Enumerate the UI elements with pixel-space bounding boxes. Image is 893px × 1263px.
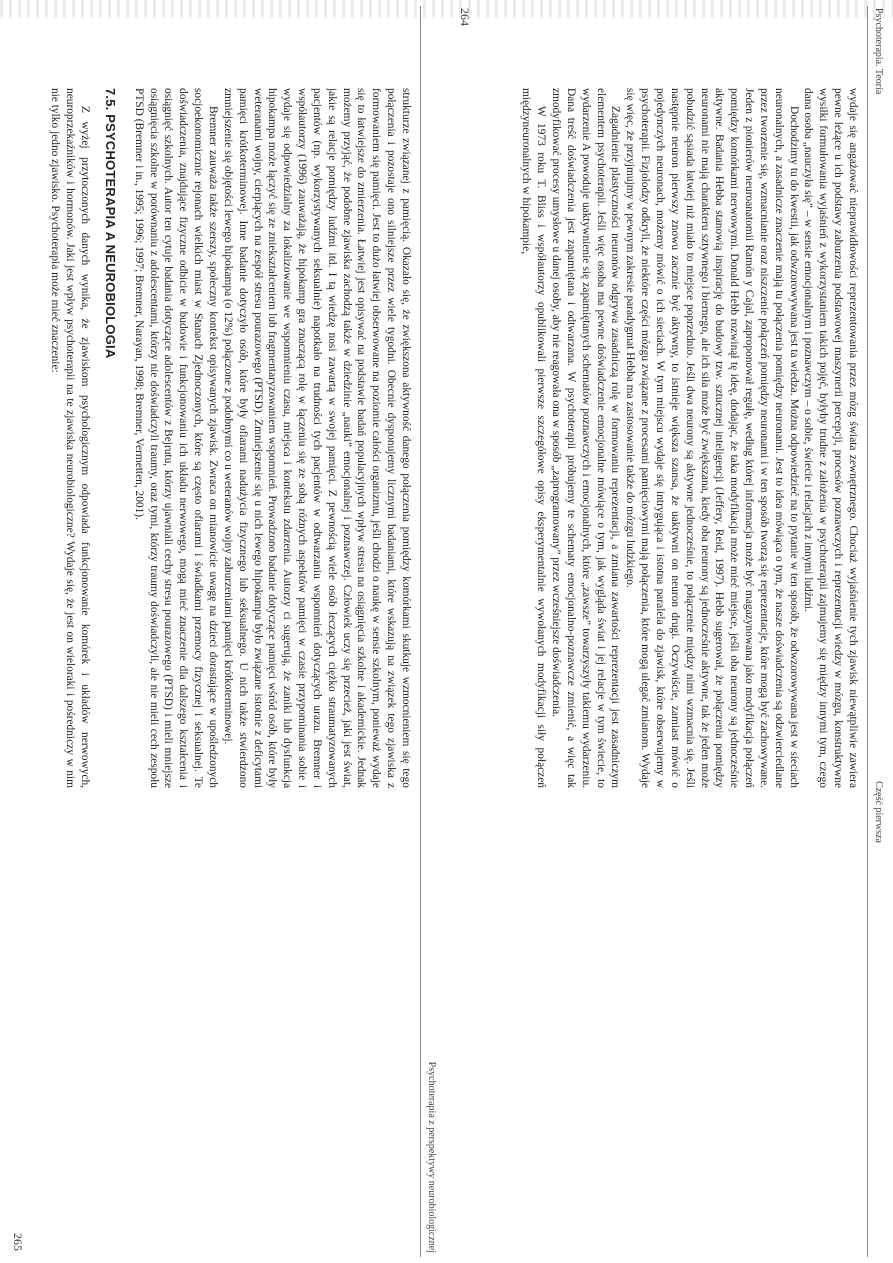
paragraph: wydaje się angażować nieprawidłowości reprezentowania przez mózg świata zewnętrznego. Chociaż wyjaśnienie tych zjawisk niewątpliwie zawiera pewne leżące u ich podstawy zaburzenia podstawowej maszynerii percepcji, procesów poznawczych i reprezentacji wiedzy w mózgu, konstruktywne wysiłki formułowania wyjaśnień z wykorzystaniem takich pojęć, byłyby trudne z założenia w psychoterapii zajmujemy się między innymi tym, czego dana osoba „nauczyła się” – w sensie emocjonalnym i poznawczym – o sobie, świecie i relacjach z innymi ludźmi.: [802, 88, 859, 788]
paragraph: Zagadnienie plastyczności neuronów odgrywa zasadniczą rolę w formowaniu reprezentacji, a zmiana zawartości reprezentacji jest zasadniczym elementem psychoterapii. Jeśli więc osoba ma pewne doświadczenie emocjonalne mówiące o tym, jak wygląda świat i jej relacje w tym świecie, to wydarzenie A powoduje uaktywnienie się zapamiętanych schematów poznawczych i emocjonalnych, które „zawsze” towarzyszyły takiemu wydarzeniu. Dana treść doświadczenia jest zapamiętana i odtwarzana. W psychoterapii próbujemy te schematy emocjonalno-poznawcze zmienić, a więc tak zmodyfikować procesy umysłowe u danej osoby, aby nie reagowała ona w sposób „zaprogramowany” przez wcześniejsze doświadczenia.: [550, 88, 622, 788]
paragraph: strukturze związanej z pamięcią. Okazało się, że zwiększona aktywność danego połączenia pomiędzy komórkami skutkuje wzmocnieniem się tego połączenia i pozostaje ono silniejsze przez wiele tygodni. Obecnie dysponujemy licznymi badaniami, które wskazują na związek tego zjawiska z formowaniem się pamięci. Jest to dużo łatwiej obserwowane na poziomie całości organizmu, jeśli chodzi o naukę w sensie szkolnym, ponieważ wydaje się to łatwiejsze do zmierzenia. Łatwiej jest opisywać na podstawie badań populacyjnych wpływ stresu na osiągnięcia szkolne i akademickie. Jednak możemy przyjąć, że podobne zjawiska zachodzą także w dziedzinie „nauki” emocjonalnej i poznawczej. Człowiek uczy się przecież, jaki jest świat, jakie są relacje pomiędzy ludźmi itd. I tą wiedzę nosi zawartą w swojej pamięci. Z pewnością wiele osób leczących ciężko straumatyzowanych pacjentów (np. wykorzystywanych seksualnie) napotkało na trudności tych pacjentów w odtwarzaniu wspomnień dotyczących urazu. Bremner i współautorzy (1996) zauważają, że hipokamp gra znaczącą rolę w łączeniu się ze sobą różnych aspektów pamięci w czasie przypominania sobie i wydaje się odpowiedzialny za lokalizowanie we wspomnieniu czasu, miejsca i kontekstu zdarzenia. Autorzy ci sugerują, że zaniki lub dysfunkcja hipokampa może łączyć się ze zniekształceniem lub fragmentaryzowaniem wspomnień. Prowadzono badanie dotyczące pamięci wśród osób, które były weteranami wojny, cierpiących na zespół stresu pourazowego (PTSD). Zmniejszenie się u nich lewego hipokampa było związane istotnie z deficytami pamięci krótkoterminowej. Inne badanie dotyczyło osób, które były ofiarami nadużycia fizycznego lub seksualnego. U nich także stwierdzono zmniejszenie się objętości lewego hipokampa (o 12%) połączone z podobnymi co u weteranów wojny zaburzeniami pamięci krótkoterminowej.: [221, 88, 412, 788]
paragraph: W 1973 roku T. Bliss i współautorzy opublikowali pierwsze szczegółowe opisy eksperymentalnie wywołanych modyfikacji siły połączeń międzyneuronalnych w hipokampie,: [520, 88, 548, 788]
header-left: Psychoterapia. Teoria: [873, 8, 884, 95]
header-rule: [420, 6, 421, 1257]
running-head: [423, 0, 437, 1263]
paragraph: Dochodzimy tu do kwestii, jak odwzorowywana jest ta wiedza. Można odpowiedzieć na to pytanie w ten sposób, że odwzorowywana jest w sieciach neuronalnych, a zasadnicze znaczenie mają tu połączenia pomiędzy neuronami. Jest to idea mówiąca o tym, że nasze doświadczenia są odzwierciedlane przez tworzenie się, wzmacnianie oraz niszczenie połączeń pomiędzy neuronami i w ten sposób tworzą się reprezentacje, które mogą być zachowywane. Jeden z pionierów neuroanatomii Ramón y Cajal, zaproponował regułę, według której informacja może być magazynowana jako modyfikacja połączeń pomiędzy komórkami nerwowymi. Donald Hebb rozwinął tę ideę, dodając, że taka modyfikacja może mieć miejsce, jeśli oba neurony są jednocześnie aktywne. Badania Hebba stanowią inspirację do budowy tzw. sztucznej inteligencji (Jeffery, Reid, 1997). Hebb sugerował, że połączenia pomiędzy neuronami nie mają charakteru sztywnego i biernego, ale ich siła może być zwiększana, kiedy oba neurony są jednocześnie aktywne, tak że jeden może pobudzić sąsiada łatwiej niż miało to miejsce poprzednio. Jeśli dwa neurony są aktywne jednocześnie, to połączenie między nimi wzmacnia się. Jeśli następnie neuron pierwszy znowu zacznie być aktywny, to istnieje większa szansa, że uaktywni on neuron drugi. Oczywiście, zamiast mówić o pojedynczych neuronach, możemy mówić o ich sieciach. W tym miejscu wydaje się intrygująca i istotna paralela do zjawisk, które obserwujemy w psychoterapii. Fizjolodzy odkryli, że niektóre części mózgu związane z procesami pamięciowymi mają połączenia, które mogą ulegać zmianom. Wydaje się więc, że przyjmujmy w pewnym zakresie paradygmat Hebba ma zastosowanie także do mózgu ludzkiego.: [624, 88, 800, 788]
page-265: [0, 0, 446, 1263]
paragraph: Bremner zauważa także szerszy, społeczny kontekst opisywanych zjawisk. Zwraca on mianowicie uwagę na dzieci dorastające w upośledzonych socjoekonomicznie rejonach wielkich miast w Stanach Zjednoczonych, które są często ofiarami i świadkami przemocy fizycznej i seksualnej. Te doświadczenia, znajdujące fizyczne odbicie w budowie i funkcjonowaniu ich układu nerwowego, mogą mieć znaczenie dla dalszego kształcenia i osiągnięć szkolnych. Autor ten cytuje badania dotyczące adolescentów z Bejrutu, którzy ujawniali cechy stresu pourazowego (PTSD) i mieli mniejsze osiągnięcia szkolne w porównaniu z adolescentami, którzy nie doświadczyli traumy, oraz tymi, którzy traumy doświadczyli, ale nie mieli cech zespołu PTSD (Bremner i in., 1995; 1996; 1997; Bremner, Narayan, 1998; Bremner, Vermetten, 2001).: [132, 88, 220, 788]
body-text: [495, 88, 860, 788]
body-text: [48, 88, 413, 788]
header-right: Część pierwsza: [873, 781, 884, 843]
page-number: 265: [11, 1233, 25, 1251]
running-head: [870, 0, 884, 1263]
header-rule: [867, 6, 868, 1257]
page-number: 264: [458, 8, 472, 26]
page-264: [447, 0, 893, 1263]
header-title: Psychoterapia z perspektywy neurobiologicznej: [426, 1061, 437, 1253]
paragraph: Z wyżej przytoczonych danych wynika, że zjawiskom psychologicznym odpowiada funkcjonowanie komórek i układów nerwowych, neuroprzekaźników i hormonów. Jaki jest wpływ psychoterapii na te zjawiska neurobiologiczne? Wydaje się, że jest on wieloraki i pośredniczy w nim nie tylko jedno zjawisko. Psychoterapia może mieć znaczenie:: [49, 88, 92, 788]
section-heading: 7.5. PSYCHOTERAPIA A NEUROBIOLOGIA: [102, 88, 118, 359]
